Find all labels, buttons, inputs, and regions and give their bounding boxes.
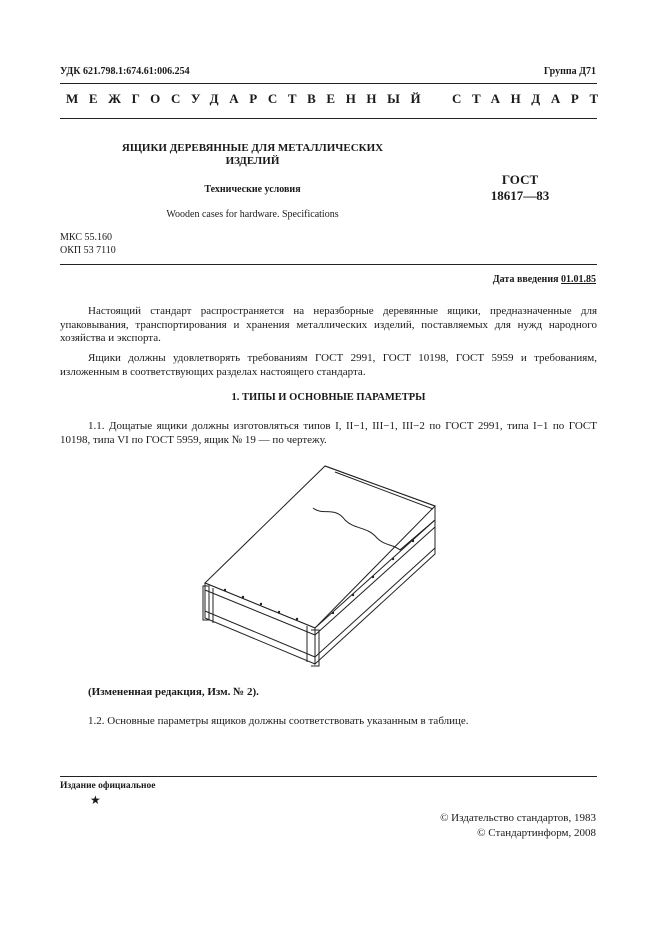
official-edition: Издание официальное xyxy=(60,781,156,791)
star-icon: ★ xyxy=(90,793,101,807)
paragraph-scope-text: Настоящий стандарт распространяется на неразборные деревянные ящики, предназначенные для упаковывания, транспортирования и хранения металлических изделий, поставляемых для нужд народного хозяйства и экспорта. xyxy=(60,305,597,344)
intro-rule xyxy=(60,264,597,265)
standard-type-word1: МЕЖГОСУДАРСТВЕННЫЙ xyxy=(66,91,432,106)
intro-date-label: Дата введения xyxy=(492,274,559,285)
copyright-2008: © Стандартинформ, 2008 xyxy=(477,827,596,839)
gost-label: ГОСТ xyxy=(501,172,539,187)
wooden-case-drawing xyxy=(195,458,460,673)
okp-code: ОКП 53 7110 xyxy=(60,245,116,256)
paragraph-requirements xyxy=(60,352,597,379)
paragraph-requirements-text: Ящики должны удовлетворять требованиям ГОСТ 2991, ГОСТ 10198, ГОСТ 5959 и требованиям, изложенным в соответствующих разделах настоящего стандарта. xyxy=(60,352,597,378)
header-rule-top xyxy=(60,83,597,84)
group-code: Группа Д71 xyxy=(543,66,596,77)
clause-1-2: 1.2. Основные параметры ящиков должны соответствовать указанным в таблице. xyxy=(88,715,469,727)
standard-type-word2: СТАНДАРТ xyxy=(452,91,609,106)
mks-code: МКС 55.160 xyxy=(60,232,112,243)
gost-number: 18617—83 xyxy=(490,188,550,203)
paragraph-scope xyxy=(60,305,597,346)
intro-date-value: 01.01.85 xyxy=(561,274,596,285)
header-rule-bottom xyxy=(60,118,597,119)
intro-date xyxy=(493,274,596,285)
amendment-note: (Измененная редакция, Изм. № 2). xyxy=(88,686,259,698)
clause-1-1 xyxy=(60,420,597,447)
udk-code: УДК 621.798.1:674.61:006.254 xyxy=(60,66,190,77)
footer-rule xyxy=(60,776,597,777)
copyright-1983: © Издательство стандартов, 1983 xyxy=(440,812,596,824)
document-title: ЯЩИКИ ДЕРЕВЯННЫЕ ДЛЯ МЕТАЛЛИЧЕСКИХ ИЗДЕЛИЙ xyxy=(121,142,384,167)
document-subtitle: Технические условия xyxy=(204,184,301,195)
clause-1-1-text: 1.1. Дощатые ящики должны изготовляться типов I, II−1, III−1, III−2 по ГОСТ 2991, типа I−1 по ГОСТ 10198, типа VI по ГОСТ 5959, ящик № 19 — по чертежу. xyxy=(60,420,597,446)
section-1-heading: 1. ТИПЫ И ОСНОВНЫЕ ПАРАМЕТРЫ xyxy=(231,392,426,403)
english-title: Wooden cases for hardware. Specifications xyxy=(166,209,339,220)
